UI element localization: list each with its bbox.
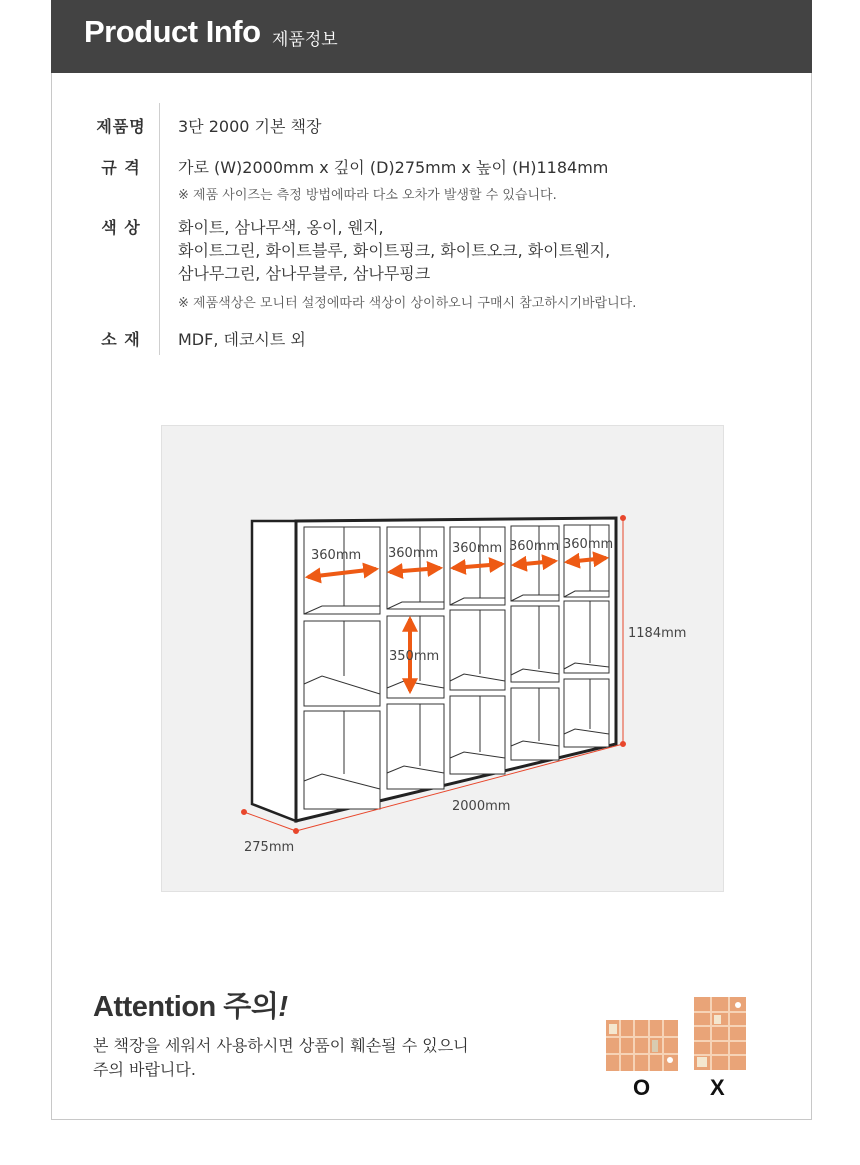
spec-color-line2: 화이트그린, 화이트블루, 화이트핑크, 화이트오크, 화이트웬지, [178,241,611,260]
spec-color-line3: 삼나무그린, 삼나무블루, 삼나무핑크 [178,264,431,283]
cell-width-label-1: 360mm [311,548,362,563]
bookshelf-diagram [161,425,724,892]
shelf-side-panel [252,521,296,821]
spec-color-note: ※ 제품색상은 모니터 설정에따라 색상이 상이하오니 구매시 참고하시기바랍니다. [178,296,637,311]
header-subtitle: 제품정보 [272,30,338,50]
cell-width-label-4: 360mm [509,539,560,554]
spec-material-label: 소 재 [101,330,141,349]
attention-line-2: 주의 바랍니다. [93,1060,196,1079]
bookshelf-drawing [162,426,725,893]
spec-size-label: 규 격 [101,158,141,177]
cell-width-label-3: 360mm [452,541,503,556]
spec-size-value: 가로 (W)2000mm x 깊이 (D)275mm x 높이 (H)1184mm [178,158,609,177]
wrong-orientation-image [694,997,746,1070]
spec-size-note: ※ 제품 사이즈는 측정 방법에따라 다소 오차가 발생할 수 있습니다. [178,188,557,203]
spec-name-value: 3단 2000 기본 책장 [178,117,322,136]
correct-orientation-image [606,1020,678,1071]
attention-line-1: 본 책장을 세워서 사용하시면 상품이 훼손될 수 있으니 [93,1036,469,1055]
spec-color-label: 색 상 [101,218,141,237]
total-width-label: 2000mm [452,799,511,814]
header-bar [51,0,812,73]
total-height-label: 1184mm [628,626,687,641]
header-title: Product Info [84,14,261,49]
cell-width-label-5: 360mm [563,537,614,552]
wrong-mark: X [710,1075,725,1100]
spec-color-line1: 화이트, 삼나무색, 옹이, 웬지, [178,218,384,237]
attention-title [93,984,288,1025]
spec-material-value: MDF, 데코시트 외 [178,330,306,349]
attention-title-text: Attention 주의 [93,991,279,1023]
cell-width-label-2: 360mm [388,546,439,561]
correct-mark: O [633,1075,651,1100]
cell-height-label: 350mm [389,649,440,664]
total-depth-label: 275mm [244,840,295,855]
spec-name-label: 제품명 [96,117,146,136]
spec-divider [159,103,160,355]
attention-title-mark: ! [278,991,288,1023]
attention-body [93,1034,469,1082]
